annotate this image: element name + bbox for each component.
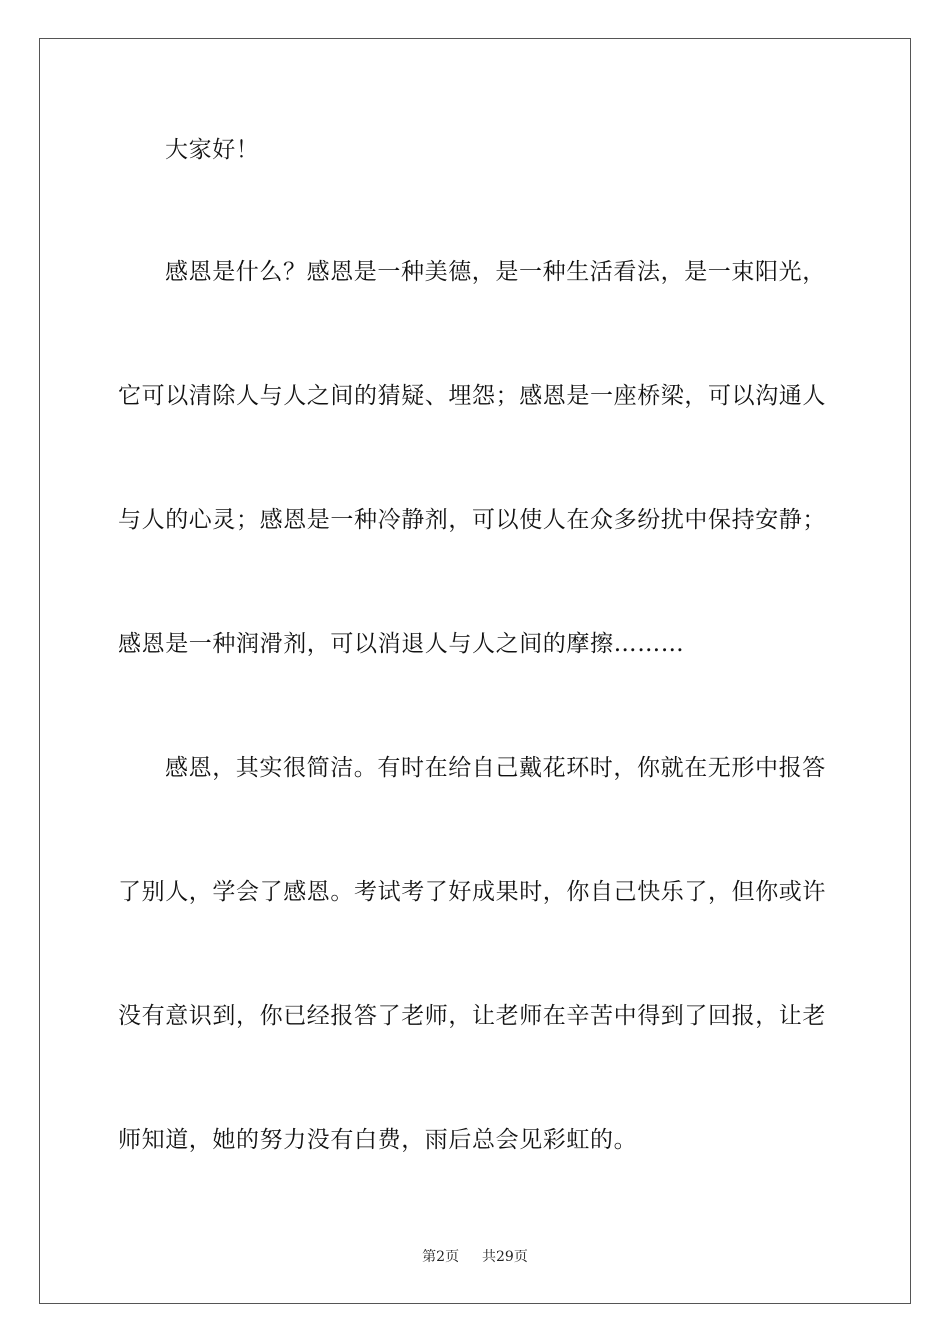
paragraph-1-line-2: 它可以清除人与人之间的猜疑、埋怨；感恩是一座桥梁，可以沟通人: [118, 383, 826, 409]
paragraph-2-line-2: 了别人，学会了感恩。考试考了好成果时，你自己快乐了，但你或许: [118, 879, 826, 905]
page-border: [39, 38, 911, 1304]
greeting-line: 大家好！: [165, 137, 260, 163]
paragraph-1-line-4: 感恩是一种润滑剂，可以消退人与人之间的摩擦………: [118, 631, 685, 657]
paragraph-2-line-4: 师知道，她的努力没有白费，雨后总会见彩虹的。: [118, 1127, 638, 1153]
page-footer: [0, 1247, 950, 1267]
paragraph-2-line-1: 感恩，其实很简洁。有时在给自己戴花环时，你就在无形中报答: [165, 755, 826, 781]
page-number: 第2页: [422, 1249, 460, 1265]
page-total: 共29页: [482, 1249, 528, 1265]
paragraph-1-line-1: 感恩是什么？感恩是一种美德，是一种生活看法，是一束阳光，: [165, 259, 826, 285]
paragraph-2-line-3: 没有意识到，你已经报答了老师，让老师在辛苦中得到了回报，让老: [118, 1003, 826, 1029]
paragraph-1-line-3: 与人的心灵；感恩是一种冷静剂，可以使人在众多纷扰中保持安静；: [118, 507, 826, 533]
